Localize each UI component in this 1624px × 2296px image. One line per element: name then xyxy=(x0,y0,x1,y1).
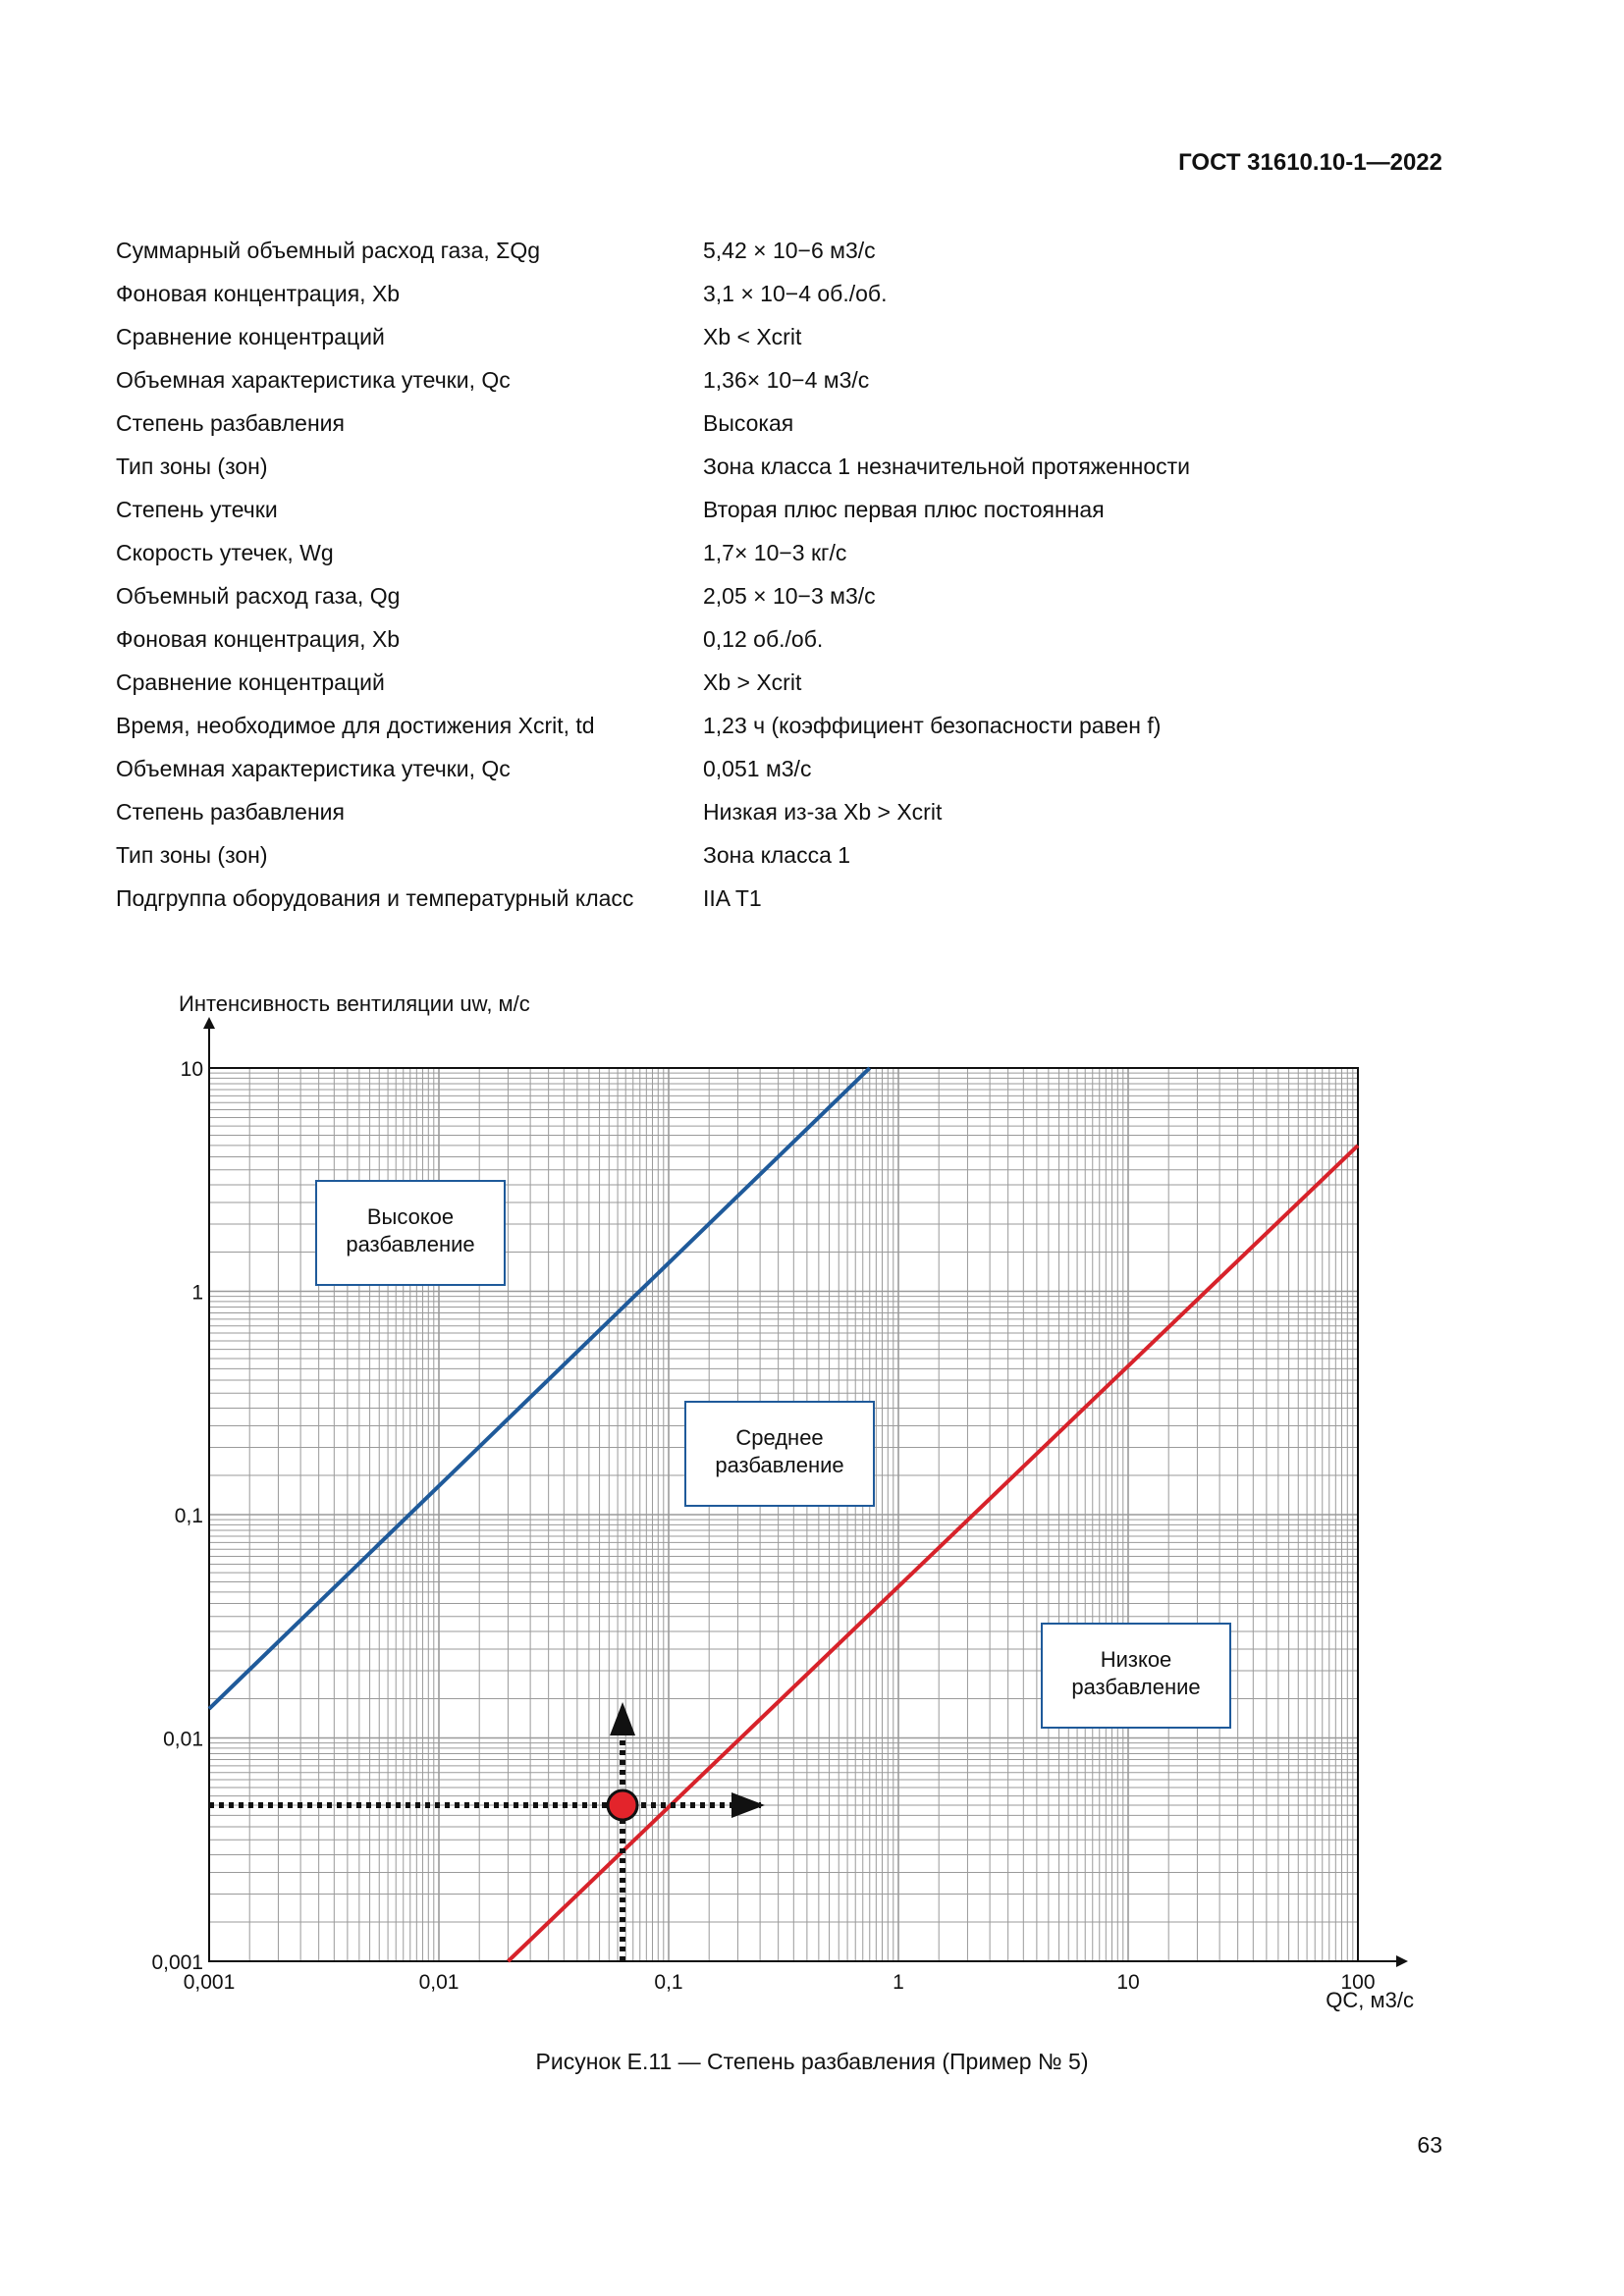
region-label: разбавление xyxy=(715,1453,844,1477)
param-name: Объемный расход газа, Qg xyxy=(116,583,401,609)
param-value: 0,12 об./об. xyxy=(703,626,824,652)
page-number: 63 xyxy=(1417,2132,1442,2158)
param-value: Xb < Xcrit xyxy=(703,324,802,349)
region-label: Высокое xyxy=(366,1204,455,1229)
param-value: 3,1 × 10−4 об./об. xyxy=(703,281,888,306)
param-value: Зона класса 1 незначительной протяженности xyxy=(703,454,1191,479)
param-value: 1,36× 10−4 м3/с xyxy=(703,367,870,393)
param-name: Фоновая концентрация, Xb xyxy=(116,626,401,652)
param-row xyxy=(116,797,1245,827)
x-tick-label: 0,001 xyxy=(183,1971,236,1994)
operating-point xyxy=(608,1790,637,1820)
y-tick-label: 1 xyxy=(191,1281,203,1305)
param-value: 2,05 × 10−3 м3/с xyxy=(703,583,876,609)
param-row xyxy=(116,883,1245,913)
param-row xyxy=(116,452,1245,481)
x-tick-label: 0,1 xyxy=(654,1971,683,1994)
param-row xyxy=(116,667,1245,697)
param-row xyxy=(116,711,1245,740)
param-name: Объемная характеристика утечки, Qc xyxy=(116,367,511,393)
param-name: Время, необходимое для достижения Xcrit, td xyxy=(116,713,595,738)
parameters-table xyxy=(116,236,1245,927)
param-row xyxy=(116,279,1245,308)
y-axis-label: Интенсивность вентиляции uw, м/с xyxy=(179,991,530,1016)
param-name: Фоновая концентрация, Xb xyxy=(116,281,401,306)
document-header: ГОСТ 31610.10-1—2022 xyxy=(1178,149,1442,176)
param-name: Скорость утечек, Wg xyxy=(116,540,334,565)
param-value: 0,051 м3/с xyxy=(703,756,812,781)
y-tick-label: 0,01 xyxy=(163,1728,203,1751)
x-tick-label: 10 xyxy=(1116,1971,1140,1994)
param-name: Тип зоны (зон) xyxy=(116,842,268,868)
x-axis-label: QC, м3/с xyxy=(1326,1988,1414,2012)
param-row xyxy=(116,754,1245,783)
param-row xyxy=(116,322,1245,351)
param-value: IIA T1 xyxy=(703,885,762,911)
series-line-1 xyxy=(209,1068,870,1709)
param-value: Xb > Xcrit xyxy=(703,669,802,695)
param-value: 1,23 ч (коэффициент безопасности равен f) xyxy=(703,713,1162,738)
param-row xyxy=(116,840,1245,870)
param-row xyxy=(116,365,1245,395)
param-row xyxy=(116,581,1245,611)
param-name: Подгруппа оборудования и температурный класс xyxy=(116,885,634,911)
param-name: Степень утечки xyxy=(116,497,278,522)
y-tick-label: 0,1 xyxy=(174,1505,203,1527)
param-value: Вторая плюс первая плюс постоянная xyxy=(703,497,1105,522)
param-name: Степень разбавления xyxy=(116,410,345,436)
dilution-chart xyxy=(0,972,1624,2061)
param-row xyxy=(116,538,1245,567)
param-name: Суммарный объемный расход газа, ΣQg xyxy=(116,238,541,263)
region-label: Среднее xyxy=(735,1425,824,1450)
y-tick-label: 0,001 xyxy=(151,1951,203,1974)
param-name: Тип зоны (зон) xyxy=(116,454,268,479)
x-tick-label: 100 xyxy=(1340,1971,1376,1994)
param-row xyxy=(116,408,1245,438)
param-name: Степень разбавления xyxy=(116,799,345,825)
param-row xyxy=(116,624,1245,654)
region-label: разбавление xyxy=(346,1232,475,1256)
param-value: 1,7× 10−3 кг/с xyxy=(703,540,847,565)
param-name: Сравнение концентраций xyxy=(116,324,385,349)
param-value: Высокая xyxy=(703,410,794,436)
series-line-2 xyxy=(508,1146,1358,1961)
param-row xyxy=(116,495,1245,524)
param-value: Зона класса 1 xyxy=(703,842,851,868)
figure-caption: Рисунок Е.11 — Степень разбавления (Пример № 5) xyxy=(535,2049,1089,2074)
chart-svg xyxy=(0,972,1624,2061)
region-label: Низкое xyxy=(1100,1647,1172,1672)
region-label: разбавление xyxy=(1071,1675,1201,1699)
param-value: 5,42 × 10−6 м3/с xyxy=(703,238,876,263)
param-value: Низкая из-за Xb > Xcrit xyxy=(703,799,943,825)
param-name: Объемная характеристика утечки, Qc xyxy=(116,756,511,781)
x-tick-label: 1 xyxy=(893,1971,904,1994)
x-tick-label: 0,01 xyxy=(418,1971,460,1994)
param-row xyxy=(116,236,1245,265)
y-tick-label: 10 xyxy=(180,1058,203,1081)
param-name: Сравнение концентраций xyxy=(116,669,385,695)
